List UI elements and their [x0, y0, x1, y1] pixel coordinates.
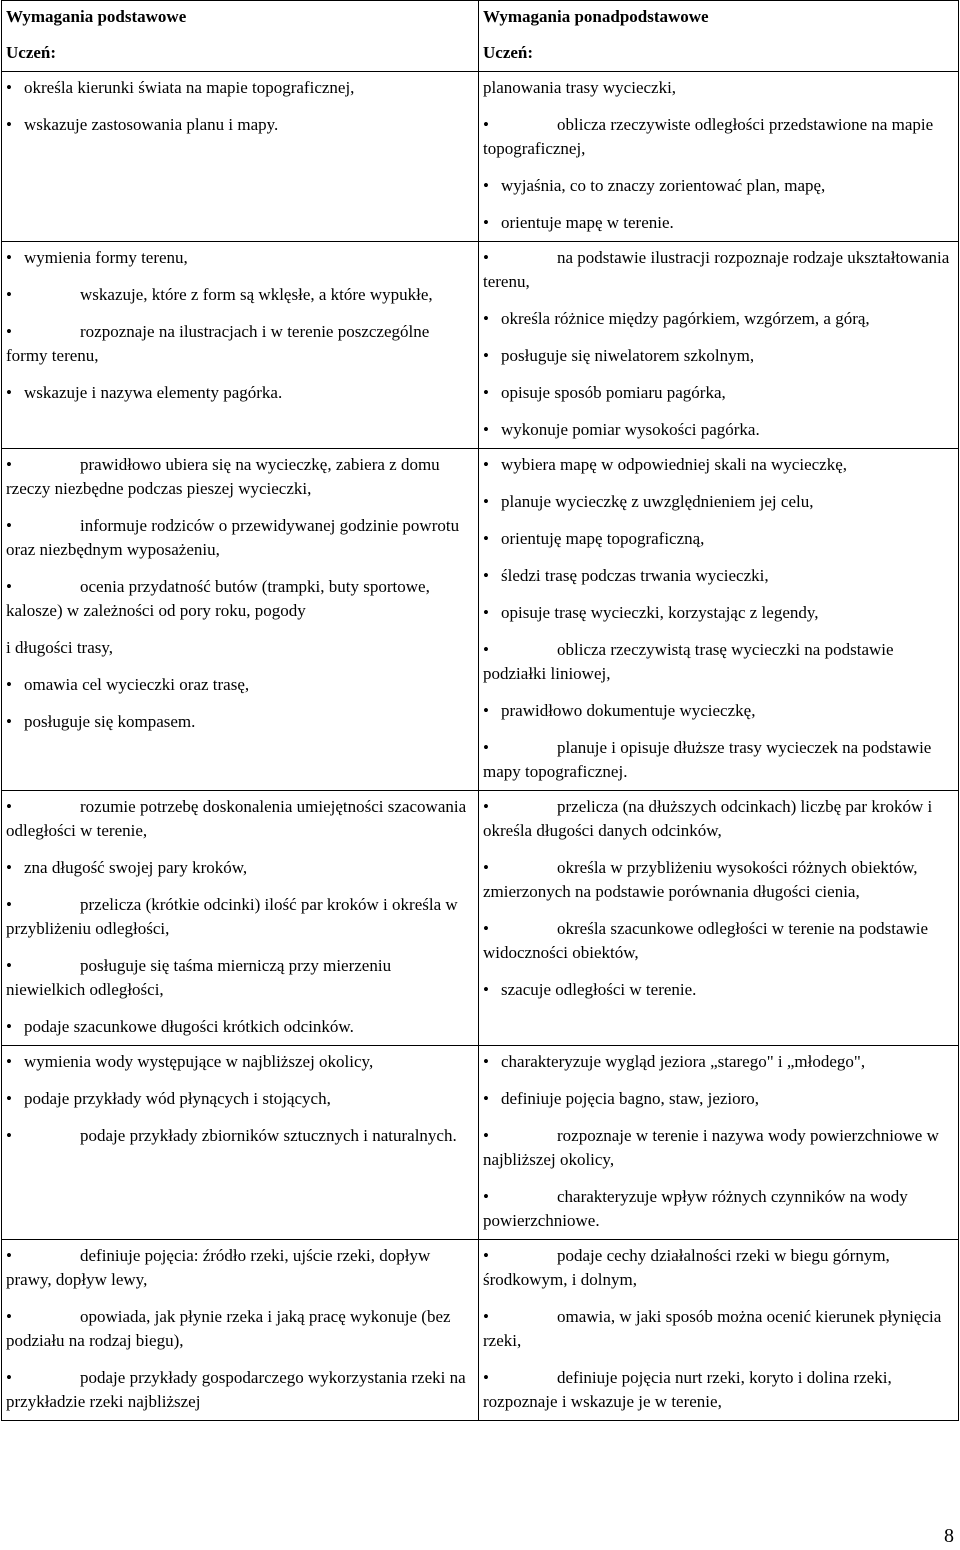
requirement-text: szacuje odległości w terenie.	[501, 980, 697, 999]
requirement-text: wskazuje, które z form są wklęsłe, a które wypukłe,	[80, 285, 433, 304]
requirement-item	[483, 564, 954, 588]
requirement-item	[483, 1366, 954, 1414]
requirements-row	[2, 242, 959, 449]
bullet-icon: •	[483, 919, 489, 938]
bullet-icon: •	[6, 115, 12, 134]
requirements-row	[2, 791, 959, 1046]
requirement-text: śledzi trasę podczas trwania wycieczki,	[501, 566, 769, 585]
requirement-item	[483, 344, 954, 368]
bullet-icon: •	[483, 248, 489, 267]
requirement-text: wyjaśnia, co to znaczy zorientować plan, mapę,	[501, 176, 826, 195]
requirement-text: ocenia przydatność butów (trampki, buty sportowe, kalosze) w zależności od pory roku, pogody	[6, 577, 430, 620]
bullet-icon: •	[483, 1307, 489, 1326]
bullet-icon: •	[483, 529, 489, 548]
requirement-text: rozpoznaje w terenie i nazywa wody powierzchniowe w najbliższej okolicy,	[483, 1126, 939, 1169]
bullet-icon: •	[483, 1246, 489, 1265]
requirement-item	[6, 246, 474, 270]
requirement-item	[483, 601, 954, 625]
bullet-icon: •	[483, 980, 489, 999]
bullet-icon: •	[6, 895, 12, 914]
basic-requirements-cell	[2, 72, 479, 242]
requirement-text: charakteryzuje wpływ różnych czynników na wody powierzchniowe.	[483, 1187, 908, 1230]
basic-requirements-cell	[2, 791, 479, 1046]
requirement-text: orientuje mapę w terenie.	[501, 213, 674, 232]
advanced-requirements-cell	[479, 1046, 959, 1240]
requirement-item	[483, 856, 954, 904]
requirement-item	[6, 795, 474, 843]
requirement-text: określa szacunkowe odległości w terenie na podstawie widoczności obiektów,	[483, 919, 929, 962]
requirement-text: podaje cechy działalności rzeki w biegu górnym, środkowym, i dolnym,	[483, 1246, 890, 1289]
bullet-icon: •	[6, 797, 12, 816]
advanced-requirements-cell	[479, 1240, 959, 1421]
requirement-text: prawidłowo dokumentuje wycieczkę,	[501, 701, 756, 720]
bullet-icon: •	[6, 78, 12, 97]
bullet-icon: •	[483, 176, 489, 195]
bullet-icon: •	[483, 309, 489, 328]
bullet-icon: •	[483, 640, 489, 659]
bullet-icon: •	[483, 383, 489, 402]
requirement-item	[6, 283, 474, 307]
requirement-item	[483, 1124, 954, 1172]
requirement-item	[483, 246, 954, 294]
requirement-text: planuje i opisuje dłuższe trasy wycieczek na podstawie mapy topograficznej.	[483, 738, 932, 781]
requirement-text: podaje przykłady gospodarczego wykorzystania rzeki na przykładzie rzeki najbliższej	[6, 1368, 466, 1411]
advanced-requirements-cell	[479, 791, 959, 1046]
requirement-item	[483, 795, 954, 843]
requirements-row	[2, 1046, 959, 1240]
bullet-icon: •	[483, 492, 489, 511]
bullet-icon: •	[6, 248, 12, 267]
requirement-item	[6, 381, 474, 405]
requirement-item	[6, 575, 474, 623]
bullet-icon: •	[6, 1368, 12, 1387]
header-cell-basic	[2, 1, 479, 72]
advanced-requirements-cell	[479, 242, 959, 449]
bullet-icon: •	[483, 115, 489, 134]
requirement-item	[483, 978, 954, 1002]
requirements-table	[1, 0, 959, 1421]
bullet-icon: •	[6, 455, 12, 474]
requirement-item	[483, 1244, 954, 1292]
header-row	[2, 1, 959, 72]
requirement-item	[483, 1305, 954, 1353]
requirement-item	[483, 211, 954, 235]
requirement-text: omawia, w jaki sposób można ocenić kierunek płynięcia rzeki,	[483, 1307, 942, 1350]
requirement-item	[6, 1087, 474, 1111]
requirement-item	[6, 636, 474, 660]
requirement-text: podaje przykłady zbiorników sztucznych i naturalnych.	[80, 1126, 457, 1145]
requirement-text: oblicza rzeczywiste odległości przedstawione na mapie topograficznej,	[483, 115, 934, 158]
bullet-icon: •	[6, 1052, 12, 1071]
requirement-item	[483, 1087, 954, 1111]
basic-requirements-cell	[2, 1046, 479, 1240]
basic-requirements-cell	[2, 449, 479, 791]
bullet-icon: •	[483, 603, 489, 622]
bullet-icon: •	[6, 1089, 12, 1108]
bullet-icon: •	[6, 675, 12, 694]
bullet-icon: •	[483, 213, 489, 232]
requirement-text: rozumie potrzebę doskonalenia umiejętności szacowania odległości w terenie,	[6, 797, 467, 840]
requirement-item	[6, 1305, 474, 1353]
bullet-icon: •	[6, 1126, 12, 1145]
bullet-icon: •	[483, 1126, 489, 1145]
bullet-icon: •	[483, 797, 489, 816]
requirement-item	[6, 1244, 474, 1292]
requirements-row	[2, 1240, 959, 1421]
bullet-icon: •	[483, 455, 489, 474]
bullet-icon: •	[6, 383, 12, 402]
requirement-text: zna długość swojej pary kroków,	[24, 858, 248, 877]
requirement-text: definiuje pojęcia nurt rzeki, koryto i dolina rzeki, rozpoznaje i wskazuje je w terenie,	[483, 1368, 892, 1411]
requirement-text: na podstawie ilustracji rozpoznaje rodzaje ukształtowania terenu,	[483, 248, 950, 291]
requirement-text: wybiera mapę w odpowiedniej skali na wycieczkę,	[501, 455, 848, 474]
requirement-item	[483, 418, 954, 442]
requirement-text: prawidłowo ubiera się na wycieczkę, zabiera z domu rzeczy niezbędne podczas pieszej wycieczki,	[6, 455, 440, 498]
bullet-icon: •	[483, 1368, 489, 1387]
bullet-icon: •	[6, 516, 12, 535]
requirement-text: definiuje pojęcia: źródło rzeki, ujście rzeki, dopływ prawy, dopływ lewy,	[6, 1246, 431, 1289]
requirement-text: i długości trasy,	[6, 638, 114, 657]
requirement-text: posługuje się niwelatorem szkolnym,	[501, 346, 755, 365]
requirement-item	[6, 1015, 474, 1039]
requirement-item	[483, 1185, 954, 1233]
requirement-item	[483, 1050, 954, 1074]
bullet-icon: •	[6, 1246, 12, 1265]
requirement-text: podaje szacunkowe długości krótkich odcinków.	[24, 1017, 354, 1036]
bullet-icon: •	[483, 566, 489, 585]
requirement-text: przelicza (na dłuższych odcinkach) liczbę par kroków i określa długości danych odcinków,	[483, 797, 933, 840]
requirement-item	[6, 76, 474, 100]
requirement-item	[483, 453, 954, 477]
requirement-text: określa w przybliżeniu wysokości różnych obiektów, zmierzonych na podstawie porównania długości cienia,	[483, 858, 918, 901]
requirement-item	[483, 699, 954, 723]
bullet-icon: •	[6, 712, 12, 731]
requirement-item	[483, 174, 954, 198]
requirement-text: przelicza (krótkie odcinki) ilość par kroków i określa w przybliżeniu odległości,	[6, 895, 458, 938]
requirements-row	[2, 449, 959, 791]
bullet-icon: •	[6, 322, 12, 341]
requirement-item	[483, 638, 954, 686]
requirement-item	[6, 453, 474, 501]
bullet-icon: •	[483, 701, 489, 720]
bullet-icon: •	[483, 1089, 489, 1108]
requirement-text: charakteryzuje wygląd jeziora „starego" i „młodego",	[501, 1052, 866, 1071]
requirement-text: informuje rodziców o przewidywanej godzinie powrotu oraz niezbędnym wyposażeniu,	[6, 516, 460, 559]
requirement-text: opowiada, jak płynie rzeka i jaką pracę wykonuje (bez podziału na rodzaj biegu),	[6, 1307, 451, 1350]
requirement-text: posługuje się taśma mierniczą przy mierzeniu niewielkich odległości,	[6, 956, 392, 999]
bullet-icon: •	[483, 738, 489, 757]
requirement-item	[6, 113, 474, 137]
bullet-icon: •	[483, 420, 489, 439]
requirement-item	[483, 307, 954, 331]
advanced-requirements-cell	[479, 72, 959, 242]
bullet-icon: •	[6, 1307, 12, 1326]
column-subtitle-advanced: Uczeń:	[483, 43, 534, 62]
requirement-item	[6, 320, 474, 368]
requirement-item	[6, 673, 474, 697]
requirement-item	[6, 893, 474, 941]
requirement-text: określa kierunki świata na mapie topograficznej,	[24, 78, 355, 97]
requirement-text: orientuję mapę topograficzną,	[501, 529, 705, 548]
bullet-icon: •	[483, 1052, 489, 1071]
requirement-item	[6, 1050, 474, 1074]
requirement-item	[6, 710, 474, 734]
requirement-item	[483, 381, 954, 405]
column-title-basic: Wymagania podstawowe	[6, 7, 187, 26]
requirements-table-body	[2, 1, 959, 1421]
requirement-text: opisuje trasę wycieczki, korzystając z legendy,	[501, 603, 819, 622]
requirement-item	[6, 1124, 474, 1148]
requirement-text: omawia cel wycieczki oraz trasę,	[24, 675, 250, 694]
requirement-text: opisuje sposób pomiaru pagórka,	[501, 383, 726, 402]
requirement-text: definiuje pojęcia bagno, staw, jezioro,	[501, 1089, 760, 1108]
requirement-item	[483, 490, 954, 514]
bullet-icon: •	[483, 346, 489, 365]
requirement-item	[6, 954, 474, 1002]
requirement-item	[483, 527, 954, 551]
requirement-text: posługuje się kompasem.	[24, 712, 196, 731]
requirement-text: planowania trasy wycieczki,	[483, 78, 677, 97]
page-number: 8	[944, 1525, 954, 1547]
bullet-icon: •	[6, 858, 12, 877]
bullet-icon: •	[6, 956, 12, 975]
requirement-text: podaje przykłady wód płynących i stojących,	[24, 1089, 331, 1108]
requirement-text: wymienia wody występujące w najbliższej okolicy,	[24, 1052, 374, 1071]
bullet-icon: •	[6, 285, 12, 304]
requirement-item	[483, 736, 954, 784]
advanced-requirements-cell	[479, 449, 959, 791]
bullet-icon: •	[6, 1017, 12, 1036]
basic-requirements-cell	[2, 242, 479, 449]
requirement-item	[483, 76, 954, 100]
requirement-text: wymienia formy terenu,	[24, 248, 188, 267]
requirement-text: planuje wycieczkę z uwzględnieniem jej celu,	[501, 492, 814, 511]
requirement-text: wskazuje zastosowania planu i mapy.	[24, 115, 279, 134]
requirement-item	[6, 856, 474, 880]
requirement-text: wskazuje i nazywa elementy pagórka.	[24, 383, 283, 402]
requirement-text: rozpoznaje na ilustracjach i w terenie poszczególne formy terenu,	[6, 322, 430, 365]
requirement-item	[483, 113, 954, 161]
column-subtitle-basic: Uczeń:	[6, 43, 57, 62]
requirement-text: oblicza rzeczywistą trasę wycieczki na podstawie podziałki liniowej,	[483, 640, 894, 683]
basic-requirements-cell	[2, 1240, 479, 1421]
requirements-row	[2, 72, 959, 242]
column-title-advanced: Wymagania ponadpodstawowe	[483, 7, 709, 26]
requirement-text: wykonuje pomiar wysokości pagórka.	[501, 420, 760, 439]
header-cell-advanced	[479, 1, 959, 72]
bullet-icon: •	[483, 858, 489, 877]
requirement-item	[483, 917, 954, 965]
bullet-icon: •	[6, 577, 12, 596]
requirement-item	[6, 1366, 474, 1414]
bullet-icon: •	[483, 1187, 489, 1206]
requirement-item	[6, 514, 474, 562]
requirement-text: określa różnice między pagórkiem, wzgórzem, a górą,	[501, 309, 870, 328]
